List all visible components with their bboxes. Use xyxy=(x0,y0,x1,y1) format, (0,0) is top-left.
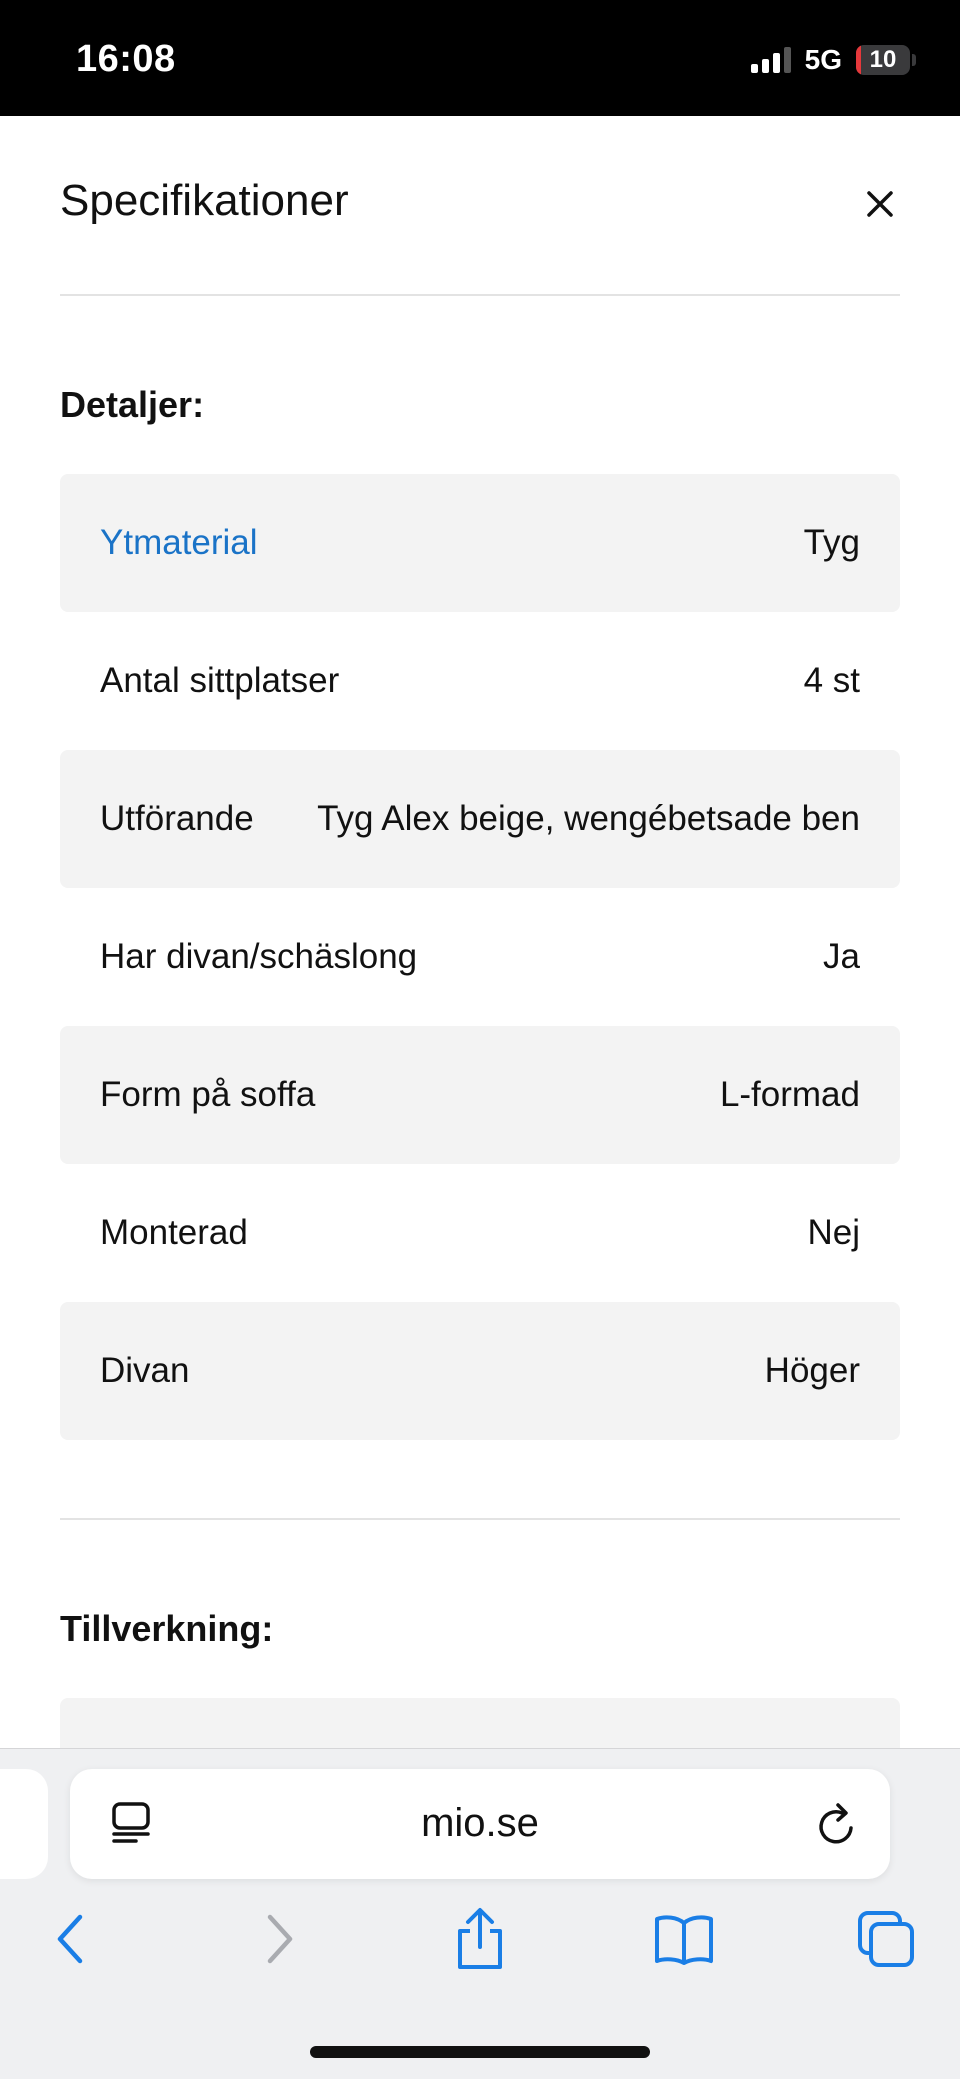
manufacturing-heading: Tillverkning: xyxy=(60,1608,274,1649)
spec-label: Utförande xyxy=(100,799,254,838)
status-bar xyxy=(0,0,960,116)
spec-value: Tyg Alex beige, wengébetsade ben xyxy=(317,799,860,838)
battery-level: 10 xyxy=(869,46,897,73)
network-type: 5G xyxy=(804,44,842,75)
spec-label: Divan xyxy=(100,1351,190,1390)
tabs-icon xyxy=(856,1909,916,1969)
header-divider xyxy=(60,294,900,296)
home-indicator[interactable] xyxy=(310,2046,650,2058)
status-indicators xyxy=(751,42,916,78)
spec-label: Monterad xyxy=(100,1213,248,1252)
page-title: Specifikationer xyxy=(60,176,349,225)
spec-label: Har divan/schäslong xyxy=(100,937,418,976)
browser-toolbar xyxy=(0,1899,960,1989)
back-button[interactable] xyxy=(32,1899,112,1979)
share-button[interactable] xyxy=(440,1899,520,1979)
spec-value: Höger xyxy=(764,1351,860,1390)
section-divider xyxy=(60,1518,900,1520)
previous-tab-preview[interactable] xyxy=(0,1769,48,1879)
share-icon xyxy=(452,1907,508,1971)
spec-value: L-formad xyxy=(719,1075,860,1114)
spec-value: Nej xyxy=(807,1213,860,1252)
spec-row-form xyxy=(60,1026,900,1164)
spec-label: Antal sittplatser xyxy=(100,661,340,700)
close-icon xyxy=(865,189,895,219)
close-button[interactable] xyxy=(856,180,904,228)
bookmarks-button[interactable] xyxy=(644,1899,724,1979)
bookmarks-icon xyxy=(653,1913,715,1965)
spec-row-har-divan xyxy=(60,888,900,1026)
tabs-button[interactable] xyxy=(846,1899,926,1979)
battery-icon xyxy=(856,45,910,75)
status-time: 16:08 xyxy=(76,38,176,80)
spec-value: Tyg xyxy=(803,523,860,562)
spec-row-ytmaterial xyxy=(60,474,900,612)
spec-label: Form på soffa xyxy=(100,1075,316,1114)
forward-icon xyxy=(258,1911,298,1967)
details-heading: Detaljer: xyxy=(60,384,205,425)
spec-row-monterad xyxy=(60,1164,900,1302)
spec-label-ytmaterial-link[interactable]: Ytmaterial xyxy=(100,523,258,562)
spec-row-divan xyxy=(60,1302,900,1440)
details-list xyxy=(60,474,900,1440)
reload-icon[interactable] xyxy=(814,1799,860,1849)
forward-button[interactable] xyxy=(238,1899,318,1979)
url-text[interactable]: mio.se xyxy=(421,1801,539,1845)
spec-value: Ja xyxy=(823,937,860,976)
address-bar[interactable] xyxy=(70,1769,890,1879)
browser-bar xyxy=(0,1748,960,2079)
battery-cap xyxy=(912,54,916,66)
spec-row-utforande xyxy=(60,750,900,888)
back-icon xyxy=(52,1911,92,1967)
signal-icon xyxy=(751,47,791,73)
spec-value: 4 st xyxy=(803,661,860,700)
spec-row-antal-sittplatser xyxy=(60,612,900,750)
